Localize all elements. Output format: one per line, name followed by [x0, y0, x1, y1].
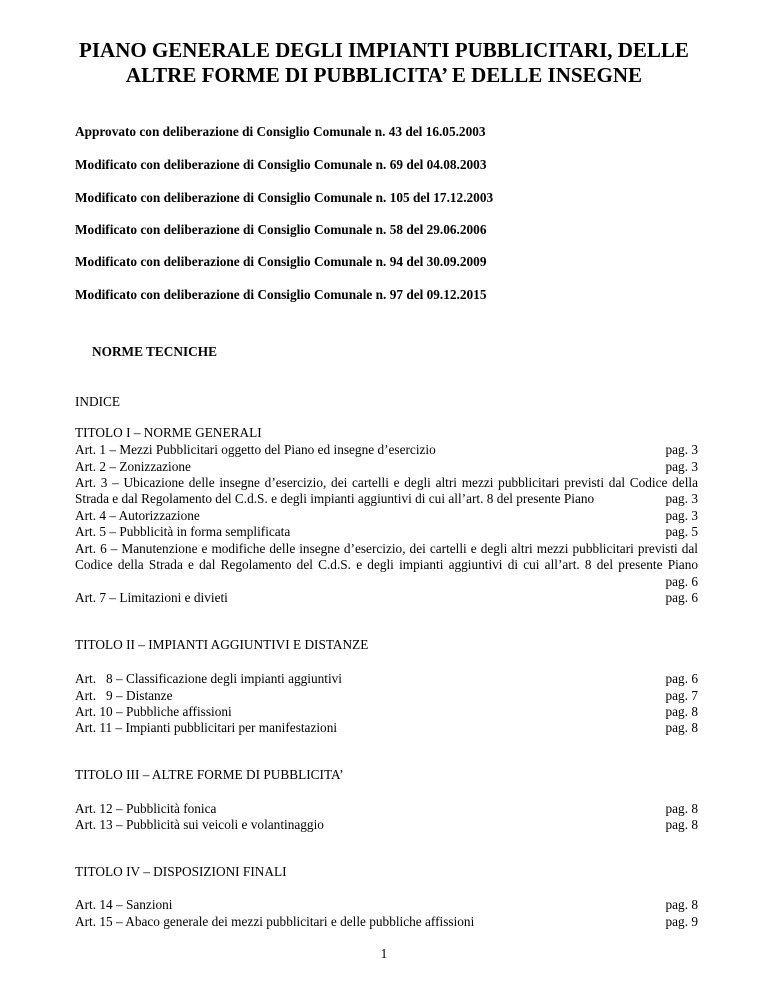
toc-entry-page: pag. 8 — [665, 720, 698, 735]
modification-line: Modificato con deliberazione di Consiglio Comunale n. 105 del 17.12.2003 — [75, 190, 494, 205]
toc-entry-label: Art. 2 – Zonizzazione — [75, 459, 191, 474]
toc-entry-label: Art. 12 – Pubblicità fonica — [75, 801, 217, 816]
titolo-4-heading: TITOLO IV – DISPOSIZIONI FINALI — [75, 864, 287, 879]
toc-entry-label: Art. 15 – Abaco generale dei mezzi pubblicitari e delle pubbliche affissioni — [75, 914, 475, 929]
indice-heading: INDICE — [75, 394, 121, 409]
modification-line: Modificato con deliberazione di Consiglio Comunale n. 94 del 30.09.2009 — [75, 254, 487, 269]
title-line-1: PIANO GENERALE DEGLI IMPIANTI PUBBLICITARI, DELLE — [79, 38, 689, 62]
toc-entry-page: pag. 8 — [665, 817, 698, 832]
modification-line: Modificato con deliberazione di Consiglio Comunale n. 69 del 04.08.2003 — [75, 157, 487, 172]
toc-entry-page: pag. 3 — [665, 459, 698, 474]
toc-entry — [75, 541, 698, 590]
toc-entry-page: pag. 6 — [665, 590, 698, 605]
toc-entry-label: Art. 7 – Limitazioni e divieti — [75, 590, 228, 605]
titolo-1-heading: TITOLO I – NORME GENERALI — [75, 425, 262, 440]
title-line-2: ALTRE FORME DI PUBBLICITA’ E DELLE INSEGNE — [125, 63, 643, 87]
toc-entry — [75, 475, 698, 507]
page-number: 1 — [380, 946, 388, 961]
toc-entry-label: Art. 14 – Sanzioni — [75, 897, 173, 912]
toc-entry-page: pag. 6 — [665, 573, 698, 589]
approval-line: Approvato con deliberazione di Consiglio Comunale n. 43 del 16.05.2003 — [75, 124, 486, 139]
toc-entry-page: pag. 6 — [665, 671, 698, 686]
norme-tecniche-heading: NORME TECNICHE — [92, 344, 217, 359]
toc-entry-label: Art. 5 – Pubblicità in forma semplificata — [75, 524, 291, 539]
titolo-3-heading: TITOLO III – ALTRE FORME DI PUBBLICITA’ — [75, 767, 344, 782]
toc-entry-page: pag. 8 — [665, 704, 698, 719]
toc-entry-label: Art. 6 – Manutenzione e modifiche delle insegne d’esercizio, dei cartelli e degli altri mezzi pubblicitari previsti dal — [75, 541, 698, 556]
toc-entry-label: Art. 4 – Autorizzazione — [75, 508, 200, 523]
toc-entry-label: Art. 10 – Pubbliche affissioni — [75, 704, 232, 719]
toc-entry-label: Art. 9 – Distanze — [75, 688, 173, 703]
toc-entry-page: pag. 8 — [665, 801, 698, 816]
toc-entry-page: pag. 3 — [665, 508, 698, 523]
toc-entry-page: pag. 7 — [665, 688, 698, 703]
toc-entry-page: pag. 9 — [665, 914, 698, 929]
toc-entry-page: pag. 3 — [665, 442, 698, 457]
toc-entry-label: Art. 13 – Pubblicità sui veicoli e volantinaggio — [75, 817, 324, 832]
toc-entry-label: Art. 3 – Ubicazione delle insegne d’esercizio, dei cartelli e degli altri mezzi pubblicitari previsti dal Codice della — [75, 475, 698, 490]
toc-entry-label: Art. 8 – Classificazione degli impianti aggiuntivi — [75, 671, 342, 686]
toc-entry-label: Strada e dal Regolamento del C.d.S. e degli impianti aggiuntivi di cui all’art. 8 del presente Piano — [75, 491, 595, 507]
toc-entry-page: pag. 5 — [665, 524, 698, 539]
toc-entry-page: pag. 8 — [665, 897, 698, 912]
titolo-2-heading: TITOLO II – IMPIANTI AGGIUNTIVI E DISTANZE — [75, 637, 369, 652]
toc-entry-label: Codice della Strada e dal Regolamento del C.d.S. e degli impianti aggiuntivi di cui all’art. 8 del presente Piano — [75, 557, 698, 573]
document-title — [60, 38, 708, 88]
toc-entry-label: Art. 11 – Impianti pubblicitari per manifestazioni — [75, 720, 338, 735]
modification-line: Modificato con deliberazione di Consiglio Comunale n. 58 del 29.06.2006 — [75, 222, 487, 237]
toc-entry-page: pag. 3 — [665, 491, 698, 507]
modification-line: Modificato con deliberazione di Consiglio Comunale n. 97 del 09.12.2015 — [75, 287, 487, 302]
toc-entry-label: Art. 1 – Mezzi Pubblicitari oggetto del Piano ed insegne d’esercizio — [75, 442, 436, 457]
